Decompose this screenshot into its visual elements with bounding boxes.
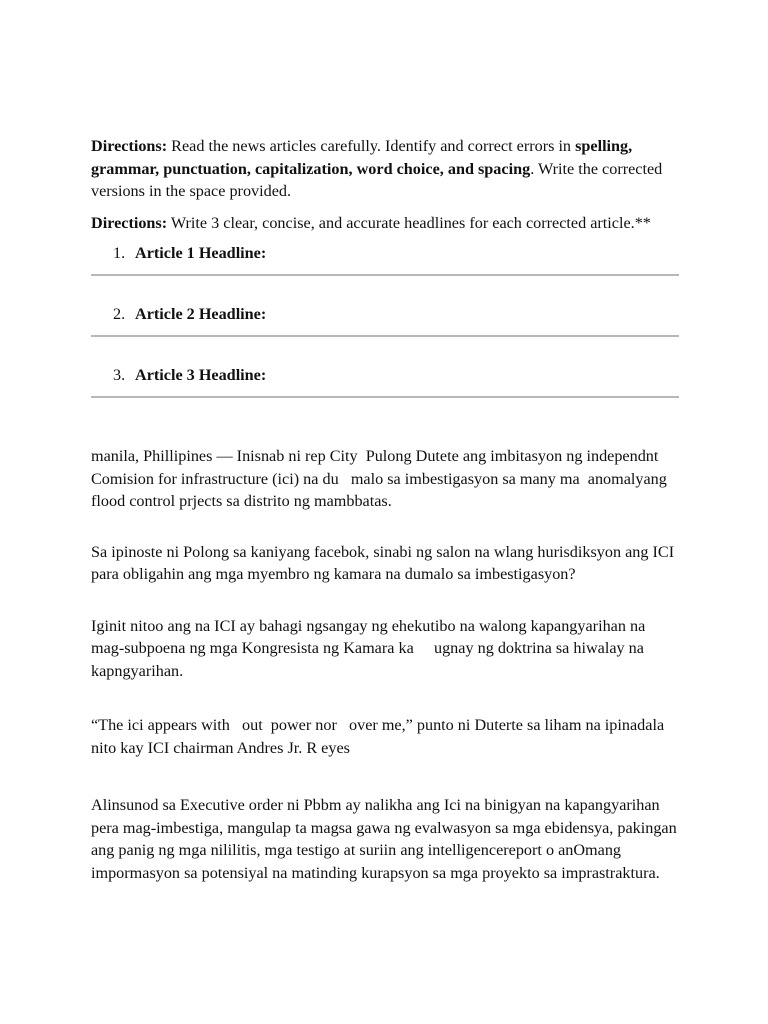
headline-answer-line[interactable] xyxy=(91,335,679,337)
headline-label: Article 2 Headline: xyxy=(135,305,267,323)
headline-number: 1. xyxy=(113,244,126,262)
article-paragraph-3: Iginit nitoo ang na ICI ay bahagi ngsangay ng ehekutibo na walong kapangyarihan na mag-subpoena ng mga Kongresista ng Kamara ka ugnay ng doktrina sa hiwalay na kapngyarihan. xyxy=(91,616,650,680)
document-page xyxy=(91,135,679,884)
headline-label: Article 1 Headline: xyxy=(135,244,267,262)
headline-answer-line[interactable] xyxy=(91,396,679,398)
headline-list xyxy=(91,242,679,425)
headline-item-1 xyxy=(91,242,679,303)
directions-emphasis: spelling, grammar, punctuation, capitalization, word choice, and spacing xyxy=(91,137,637,178)
directions-text: Write 3 clear, concise, and accurate headlines for each corrected article.** xyxy=(167,213,651,232)
directions-paragraph-1 xyxy=(91,135,679,203)
directions-label: Directions: xyxy=(91,213,168,232)
article-paragraph-2: Sa ipinoste ni Polong sa kaniyang facebok, sinabi ng salon na wlang hurisdiksyon ang ICI para obligahin ang mga myembro ng kamara na dumalo sa imbestigasyon? xyxy=(91,542,679,583)
headline-number: 2. xyxy=(113,305,126,323)
headline-item-3 xyxy=(91,364,679,425)
article-paragraph-4: “The ici appears with out power nor over me,” punto ni Duterte sa liham na ipinadala nito kay ICI chairman Andres Jr. R eyes xyxy=(91,716,669,757)
headline-label: Article 3 Headline: xyxy=(135,366,267,384)
article-paragraph-1: manila, Phillipines — Inisnab ni rep City Pulong Dutete ang imbitasyon ng independnt Comision for infrastructure (ici) na du malo sa imbestigasyon sa many ma anomalyang flood control prjects sa distrito ng mambbatas. xyxy=(91,447,671,510)
news-article xyxy=(91,445,679,884)
directions-paragraph-2 xyxy=(91,212,679,235)
directions-label: Directions: xyxy=(91,137,168,155)
article-paragraph-5: Alinsunod sa Executive order ni Pbbm ay nalikha ang Ici na binigyan na kapangyarihan pera mag-imbestiga, mangulap ta magsa gawa ng evalwasyon sa mga ebidensya, pakingan ang panig ng mga nililitis, mga testigo at suriin ang intelligencereport o anOmang impormasyon sa potensiyal na matinding kurapsyon sa mga proyekto sa imprastraktura. xyxy=(91,796,681,882)
headline-number: 3. xyxy=(113,366,126,384)
headline-item-2 xyxy=(91,303,679,364)
headline-answer-line[interactable] xyxy=(91,274,679,276)
directions-text-end: . Write the corrected versions in the space provided. xyxy=(91,159,667,200)
directions-text: Read the news articles carefully. Identify and correct errors in xyxy=(167,137,576,155)
